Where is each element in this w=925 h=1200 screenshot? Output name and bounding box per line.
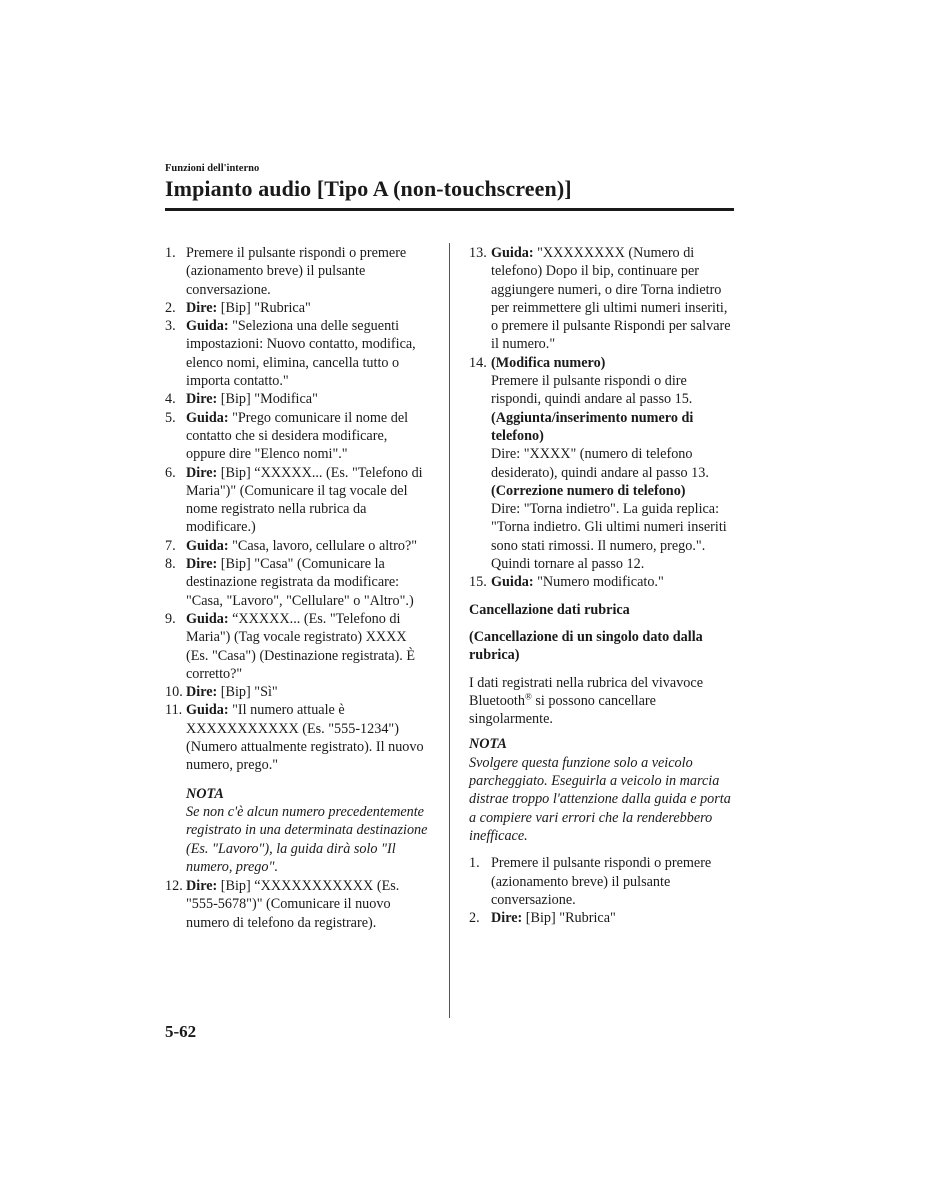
step-number: 9. [165,610,176,627]
note-text: Svolgere questa funzione solo a veicolo parcheggiato. Eseguirla a veicolo in marcia distrae troppo l'attenzione dalla guida e porta a compiere vari errori che la renderebbero inefficace. [469,754,731,844]
step-number: 12. [165,878,183,895]
note-block [165,785,430,876]
paragraph-text: I dati registrati nella rubrica del vivavoce Bluetooth [469,674,703,709]
step-text: "Il numero attuale è XXXXXXXXXXX (Es. "555-1234") (Numero attualmente registrato). Il nuovo numero, prego." [186,702,424,774]
step-label: Dire: [186,556,218,573]
note-title: NOTA [186,785,224,802]
step-7 [165,537,430,555]
step-8 [165,555,430,610]
step-number: 5. [165,409,176,426]
page-title: Impianto audio [Tipo A (non-touchscreen)] [165,176,572,201]
title-rule [165,208,734,211]
step-number: 8. [165,556,176,573]
step-text: Premere il pulsante rispondi o premere (azionamento breve) il pulsante conversazione. [186,245,407,298]
step-number: 14. [469,354,487,371]
step-text: [Bip] “XXXXX... (Es. "Telefono di Maria")" (Comunicare il tag vocale del nome registrato nella rubrica da modificare.) [186,464,423,536]
step-text: [Bip] "Modifica" [220,391,318,408]
note-title: NOTA [469,736,507,753]
step-label: Dire: [186,684,218,701]
step-label: Guida: [491,245,534,261]
step-text: "XXXXXXXX (Numero di telefono) Dopo il bip, continuare per aggiungere numeri, o dire Torna indietro per reimmettere gli ultimi numeri inseriti, o premere il pulsante Rispondi per salvare il numero." [491,245,731,353]
step-text: [Bip] "Casa" (Comunicare la destinazione registrata da modificare: "Casa, "Lavoro", "Cellulare" o "Altro".) [186,556,414,609]
option-text: Premere il pulsante rispondi o dire rispondi, quindi andare al passo 15. [491,373,693,408]
step-label: Guida: [186,409,229,426]
step-6 [165,464,430,537]
left-steps-list-continued [165,877,430,932]
paragraph-text-end: si possono cancellare singolarmente. [469,692,656,728]
page-number: 5-62 [165,1022,197,1041]
step-number: 7. [165,537,176,554]
step-number: 6. [165,464,176,481]
step-1 [165,244,430,299]
step-number: 3. [165,318,176,335]
note-text: Se non c'è alcun numero precedentemente registrato in una determinata destinazione (Es. "Lavoro"), la guida dirà solo "Il numero, prego". [186,803,428,875]
step-label: Dire: [186,391,218,408]
registered-mark: ® [524,691,532,702]
step-label: Guida: [186,537,229,554]
step-number: 4. [165,391,176,408]
delete-step-1 [469,854,737,909]
step-text: [Bip] "Rubrica" [525,910,616,927]
step-5 [165,409,430,464]
step-label: Guida: [186,318,229,335]
step-number: 10. [165,684,183,701]
step-text: [Bip] “XXXXXXXXXXX (Es. "555-5678")" (Comunicare il nuovo numero di telefono da registrare). [186,878,400,931]
section-heading: Cancellazione dati rubrica [469,601,630,618]
step-4 [165,390,430,408]
step-label: Dire: [491,910,523,927]
left-column [165,244,430,932]
step-label: Dire: [186,299,218,316]
step-label: Guida: [491,574,534,591]
step-3 [165,317,430,390]
step-text: Premere il pulsante rispondi o premere (azionamento breve) il pulsante conversazione. [491,855,712,908]
right-steps-list [469,244,737,592]
step-12 [165,877,430,932]
step-text: "Seleziona una delle seguenti impostazioni: Nuovo contatto, modifica, elenco nomi, elimina, cancella tutto o importa contatto." [186,318,416,390]
step-number: 2. [469,910,480,927]
step-2 [165,299,430,317]
delete-step-2 [469,909,737,927]
step-text: "Prego comunicare il nome del contatto che si desidera modificare, oppure dire "Elenco nomi"." [186,409,409,463]
step-14 [469,354,737,574]
step-10 [165,683,430,701]
left-steps-list [165,244,430,775]
option-text: Dire: "XXXX" (numero di telefono desiderato), quindi andare al passo 13. [491,446,709,481]
step-15 [469,573,737,591]
step-label: Dire: [186,878,218,895]
step-9 [165,610,430,683]
step-text: "Casa, lavoro, cellulare o altro?" [232,537,418,554]
step-text: [Bip] "Rubrica" [220,299,311,316]
step-text: "Numero modificato." [537,574,664,591]
sub-heading: (Cancellazione di un singolo dato dalla rubrica) [469,628,703,664]
section-label: Funzioni dell'interno [165,163,260,174]
step-number: 1. [469,855,480,872]
step-number: 2. [165,299,176,316]
step-13 [469,244,737,354]
column-divider [449,243,450,1018]
option-heading: (Correzione numero di telefono) [491,482,686,499]
step-text: [Bip] "Sì" [220,684,278,701]
option-heading: (Modifica numero) [491,354,606,371]
step-number: 15. [469,574,487,591]
step-label: Guida: [186,610,229,627]
step-label: Dire: [186,464,218,481]
step-label: Guida: [186,702,229,719]
step-11 [165,701,430,774]
step-number: 1. [165,245,176,261]
right-column [469,244,737,927]
option-heading: (Aggiunta/inserimento numero di telefono) [491,409,694,444]
paragraph [469,674,737,729]
step-text: “XXXXX... (Es. "Telefono di Maria") (Tag vocale registrato) XXXX (Es. "Casa") (Destinazione registrata). È corretto?" [186,610,416,682]
delete-steps-list [469,854,737,927]
step-number: 11. [165,702,183,719]
option-text: Dire: "Torna indietro". La guida replica: "Torna indietro. Gli ultimi numeri inseriti sono stati rimossi. Il numero, prego.". Quindi tornare al passo 12. [491,501,727,573]
step-number: 13. [469,245,487,261]
